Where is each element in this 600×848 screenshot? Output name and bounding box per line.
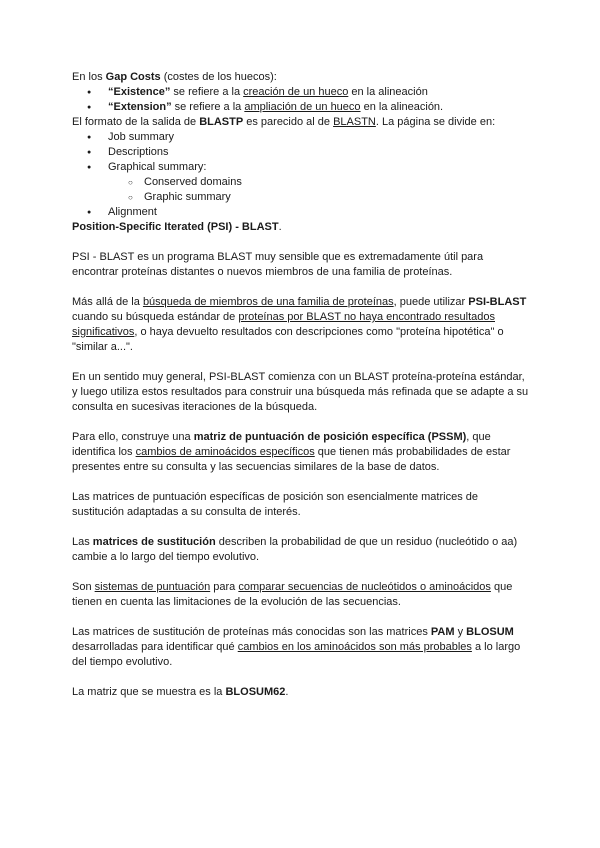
list-item bbox=[72, 160, 532, 205]
text: Las matrices de sustitución de proteínas más conocidas son las matrices bbox=[72, 626, 431, 638]
text: , o haya devuelto resultados con descripciones como "proteína hipotética" o "similar a...". bbox=[72, 326, 504, 353]
paragraph bbox=[72, 430, 532, 475]
blastp-sections-list bbox=[72, 130, 532, 220]
list-item bbox=[72, 100, 532, 115]
list-item: ● Job summary bbox=[72, 130, 532, 145]
text: Más allá de la bbox=[72, 296, 143, 308]
text: en la alineación. bbox=[360, 101, 444, 113]
text: El formato de la salida de bbox=[72, 116, 200, 128]
text: Para ello, construye una bbox=[72, 431, 194, 443]
sublist bbox=[72, 175, 532, 205]
list-item: ● Descriptions bbox=[72, 145, 532, 160]
text: (costes de los huecos): bbox=[160, 71, 277, 83]
text: en la alineación bbox=[348, 86, 428, 98]
text: Son bbox=[72, 581, 95, 593]
list-item: ● Alignment bbox=[72, 205, 532, 220]
text: que tienen más probabilidades de estar presentes entre su consulta y las secuencias similares de la base de datos. bbox=[72, 446, 511, 473]
paragraph: PSI - BLAST es un programa BLAST muy sensible que es extremadamente útil para encontrar proteínas distantes o nuevos miembros de una familia de proteínas. bbox=[72, 251, 484, 278]
text: Las bbox=[72, 536, 93, 548]
text: Graphical summary: bbox=[108, 161, 207, 173]
paragraph bbox=[72, 685, 532, 700]
underlined-text: cambios de aminoácidos específicos bbox=[135, 446, 315, 458]
sublist-item: ○ Conserved domains bbox=[72, 175, 532, 190]
bold-text: PSI-BLAST bbox=[468, 296, 527, 308]
gap-costs-list bbox=[72, 85, 532, 115]
text: desarrolladas para identificar qué bbox=[72, 641, 238, 653]
text: para bbox=[210, 581, 239, 593]
underlined-text: creación de un hueco bbox=[243, 86, 349, 98]
underlined-text: proteínas por BLAST no haya encontrado resultados significativos bbox=[72, 311, 495, 338]
text: . bbox=[278, 221, 282, 233]
paragraph: En un sentido muy general, PSI-BLAST comienza con un BLAST proteína-proteína estándar, y luego utiliza estos resultados para construir una búsqueda más refinada que se adapte a su consulta en sucesivas iteraciones de la búsqueda. bbox=[72, 371, 529, 413]
bold-text: BLOSUM bbox=[466, 626, 514, 638]
underlined-text: sistemas de puntuación bbox=[94, 581, 211, 593]
blastp-term: BLASTP bbox=[199, 116, 244, 128]
text: a lo largo del tiempo evolutivo. bbox=[72, 641, 521, 668]
blastn-link: BLASTN bbox=[333, 116, 376, 128]
underlined-text: comparar secuencias de nucleótidos o aminoácidos bbox=[238, 581, 491, 593]
paragraph bbox=[72, 295, 532, 355]
underlined-text: ampliación de un hueco bbox=[244, 101, 361, 113]
underlined-text: cambios en los aminoácidos son más probables bbox=[237, 641, 472, 653]
text: que tienen en cuenta las limitaciones de la evolución de las secuencias. bbox=[72, 581, 513, 608]
paragraph bbox=[72, 625, 532, 670]
text: . La página se divide en: bbox=[375, 116, 496, 128]
text: y bbox=[454, 626, 467, 638]
text: . bbox=[285, 686, 289, 698]
list-item bbox=[72, 85, 532, 100]
heading-text: Position-Specific Iterated (PSI) - BLAST bbox=[72, 221, 279, 233]
text: En los bbox=[72, 71, 106, 83]
text: describen la probabilidad de que un residuo (nucleótido o aa) cambie a lo largo del tiempo evolutivo. bbox=[72, 536, 518, 563]
bold-text: PAM bbox=[430, 626, 455, 638]
paragraph bbox=[72, 535, 532, 565]
term: “Existence” bbox=[108, 86, 171, 98]
underlined-text: búsqueda de miembros de una familia de proteínas bbox=[142, 296, 394, 308]
document-page bbox=[72, 70, 532, 715]
text: , que identifica los bbox=[72, 431, 491, 458]
gap-costs-term: Gap Costs bbox=[105, 71, 161, 83]
text: es parecido al de bbox=[243, 116, 334, 128]
sublist-item: ○ Graphic summary bbox=[72, 190, 532, 205]
blastp-format-paragraph bbox=[72, 115, 532, 130]
bold-text: BLOSUM62 bbox=[225, 686, 286, 698]
gap-costs-intro bbox=[72, 70, 532, 85]
text: La matriz que se muestra es la bbox=[72, 686, 226, 698]
text: cuando su búsqueda estándar de bbox=[72, 311, 239, 323]
section-heading bbox=[72, 220, 532, 235]
paragraph: Las matrices de puntuación específicas de posición son esencialmente matrices de sustitución adaptadas a su consulta de interés. bbox=[72, 491, 479, 518]
term: “Extension” bbox=[108, 101, 172, 113]
bold-text: matrices de sustitución bbox=[92, 536, 216, 548]
text: se refiere a la bbox=[171, 101, 245, 113]
bold-text: matriz de puntuación de posición específica (PSSM) bbox=[193, 431, 467, 443]
text: se refiere a la bbox=[170, 86, 244, 98]
paragraph bbox=[72, 580, 532, 610]
text: , puede utilizar bbox=[393, 296, 469, 308]
